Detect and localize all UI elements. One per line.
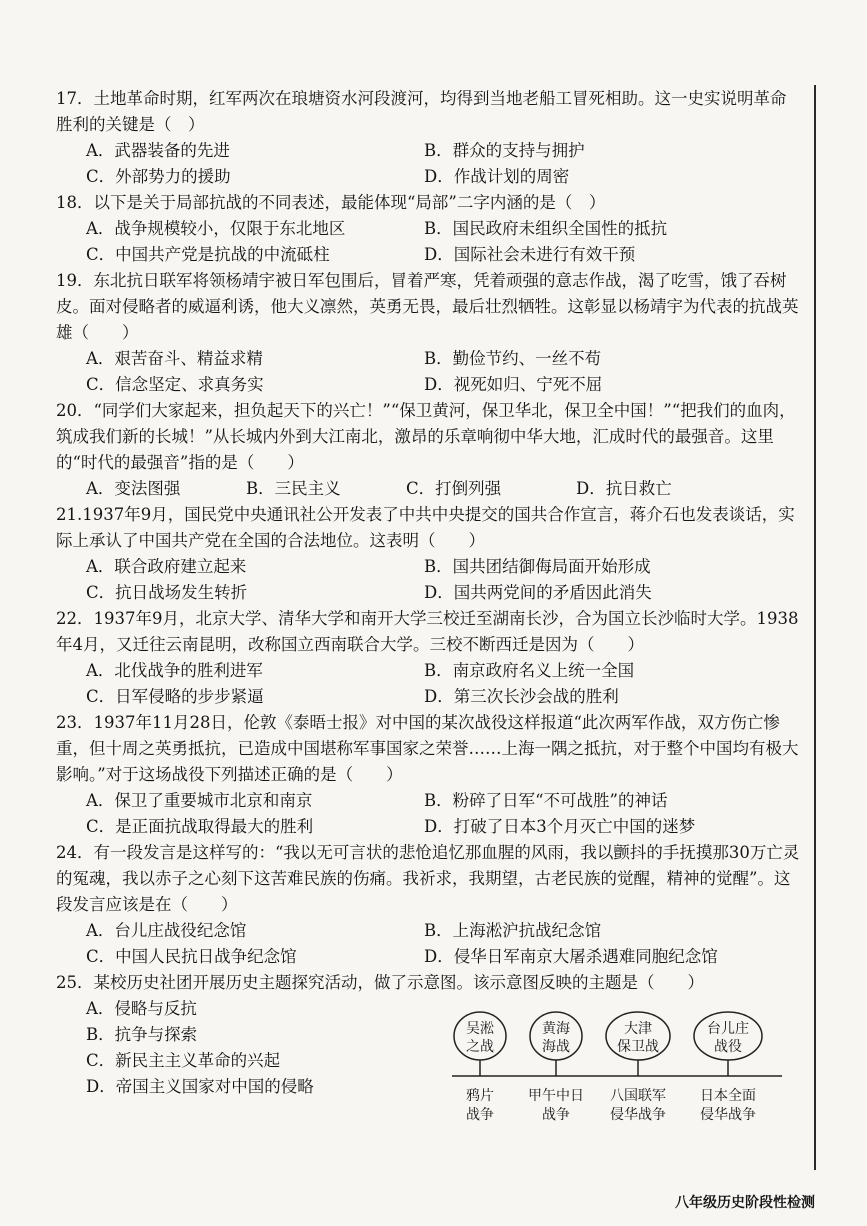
option-b: B．抗争与探索 <box>86 1025 198 1044</box>
battle-label: 台儿庄 <box>707 1021 749 1037</box>
battle-node-3 <box>606 1012 670 1076</box>
option-d: D．抗日救亡 <box>576 479 672 498</box>
option-d: D．第三次长沙会战的胜利 <box>424 687 619 706</box>
page-footer: 八年级历史阶段性检测 <box>675 1195 815 1211</box>
option-c: C．日军侵略的步步紧逼 <box>86 687 264 706</box>
option-c: C．信念坚定、求真务实 <box>86 375 264 394</box>
option-c: C．外部势力的援助 <box>86 167 231 186</box>
option-b: B．三民主义 <box>246 479 341 498</box>
question-24 <box>56 840 802 970</box>
option-list <box>56 996 406 1100</box>
battle-label: 海战 <box>542 1039 570 1055</box>
timeline-diagram <box>452 1002 792 1130</box>
war-label: 战争 <box>466 1107 494 1123</box>
war-label: 日本全面 <box>700 1088 756 1104</box>
war-label: 八国联军 <box>610 1088 666 1104</box>
option-b: B．粉碎了日军“不可战胜”的神话 <box>424 791 668 810</box>
option-b: B．上海淞沪抗战纪念馆 <box>424 921 602 940</box>
battle-label: 吴淞 <box>466 1021 494 1037</box>
option-list <box>56 918 802 970</box>
option-list <box>56 346 802 398</box>
option-a: A．北伐战争的胜利进军 <box>86 661 263 680</box>
question-stem: 19．东北抗日联军将领杨靖宇被日军包围后，冒着严寒，凭着顽强的意志作战，渴了吃雪，饿了吞树皮。面对侵略者的威逼利诱，他大义凛然，英勇无畏，最后壮烈牺牲。这彰显以杨靖宇为代表的抗战英雄（ ） <box>56 271 799 342</box>
question-stem: 17．土地革命时期，红军两次在琅塘资水河段渡河，均得到当地老船工冒死相助。这一史实说明革命胜利的关键是（ ） <box>56 89 787 134</box>
option-a: A．保卫了重要城市北京和南京 <box>86 791 313 810</box>
option-d: D．作战计划的周密 <box>424 167 570 186</box>
option-c: C．打倒列强 <box>406 479 502 498</box>
option-a: A．台儿庄战役纪念馆 <box>86 921 247 940</box>
question-25-body <box>56 996 802 1126</box>
option-a: A．联合政府建立起来 <box>86 557 247 576</box>
option-list <box>56 138 802 190</box>
option-a: A．武器装备的先进 <box>86 141 230 160</box>
war-label: 战争 <box>542 1107 570 1123</box>
option-b: B．国民政府未组织全国性的抵抗 <box>424 219 668 238</box>
option-a: A．变法图强 <box>86 479 181 498</box>
option-b: B．勤俭节约、一丝不苟 <box>424 349 602 368</box>
option-a: A．战争规模较小，仅限于东北地区 <box>86 219 346 238</box>
option-a: A．艰苦奋斗、精益求精 <box>86 349 263 368</box>
question-stem: 22．1937年9月，北京大学、清华大学和南开大学三校迁至湖南长沙，合为国立长沙临时大学。1938年4月，又迁往云南昆明，改称国立西南联合大学。三校不断西迁是因为（ ） <box>56 609 799 654</box>
question-22 <box>56 606 802 710</box>
option-c: C．抗日战场发生转折 <box>86 583 248 602</box>
war-label: 鸦片 <box>466 1088 494 1104</box>
war-label: 侵华战争 <box>610 1107 666 1123</box>
option-list <box>56 554 802 606</box>
option-d: D．国共两党间的矛盾因此消失 <box>424 583 652 602</box>
battle-label: 战役 <box>714 1039 742 1055</box>
option-list <box>56 658 802 710</box>
battle-node-1 <box>454 1012 506 1076</box>
battle-label: 大津 <box>624 1021 652 1037</box>
option-d: D．视死如归、宁死不屈 <box>424 375 603 394</box>
war-label: 甲午中日 <box>528 1088 584 1104</box>
question-stem: 23．1937年11月28日，伦敦《泰晤士报》对中国的某次战役这样报道“此次两军作战，双方伤亡惨重，但十周之英勇抵抗，已造成中国堪称军事国家之荣誉……上海一隅之抵抗，对于整个中国均有极大影响。”对于这场战役下列描述正确的是（ ） <box>56 713 799 784</box>
question-stem: 24．有一段发言是这样写的：“我以无可言状的悲怆追忆那血腥的风雨，我以颤抖的手抚摸那30万亡灵的冤魂，我以赤子之心刻下这苦难民族的伤痛。我祈求，我期望，古老民族的觉醒，精神的觉醒”。这段发言应该是在（ ） <box>56 843 800 914</box>
option-d: D．帝国主义国家对中国的侵略 <box>86 1077 314 1096</box>
option-list <box>56 216 802 268</box>
option-list <box>56 788 802 840</box>
question-19 <box>56 268 802 398</box>
battle-node-2 <box>530 1012 582 1076</box>
question-stem: 20．“同学们大家起来，担负起天下的兴亡！”“保卫黄河，保卫华北，保卫全中国！”“把我们的血肉，筑成我们新的长城！”从长城内外到大江南北，激昂的乐章响彻中华大地，汇成时代的最强音。这里的“时代的最强音”指的是（ ） <box>56 401 796 472</box>
option-d: D．侵华日军南京大屠杀遇难同胞纪念馆 <box>424 947 718 966</box>
battle-label: 之战 <box>466 1039 494 1055</box>
option-b: B．国共团结御侮局面开始形成 <box>424 557 651 576</box>
question-stem: 18．以下是关于局部抗战的不同表述，最能体现“局部”二字内涵的是（ ） <box>56 193 606 212</box>
question-18 <box>56 190 802 268</box>
option-list <box>56 476 802 502</box>
option-c: C．中国人民抗日战争纪念馆 <box>86 947 297 966</box>
option-b: B．南京政府名义上统一全国 <box>424 661 635 680</box>
question-17 <box>56 86 802 190</box>
question-20 <box>56 398 802 502</box>
question-23 <box>56 710 802 840</box>
question-25 <box>56 970 802 1126</box>
battle-node-4 <box>694 1012 762 1076</box>
option-c: C．是正面抗战取得最大的胜利 <box>86 817 314 836</box>
battle-label: 保卫战 <box>617 1039 659 1055</box>
question-stem: 21.1937年9月，国民党中央通讯社公开发表了中共中央提交的国共合作宣言，蒋介石也发表谈话，实际上承认了中国共产党在全国的合法地位。这表明（ ） <box>56 505 795 550</box>
question-21 <box>56 502 802 606</box>
option-c: C．中国共产党是抗战的中流砥柱 <box>86 245 330 264</box>
battle-label: 黄海 <box>542 1021 570 1037</box>
question-stem: 25．某校历史社团开展历史主题探究活动，做了示意图。该示意图反映的主题是（ ） <box>56 973 704 992</box>
option-c: C．新民主主义革命的兴起 <box>86 1051 281 1070</box>
option-b: B．群众的支持与拥护 <box>424 141 585 160</box>
option-d: D．打破了日本3个月灭亡中国的迷梦 <box>424 817 696 836</box>
war-label: 侵华战争 <box>700 1107 756 1123</box>
option-a: A．侵略与反抗 <box>86 999 197 1018</box>
option-d: D．国际社会未进行有效干预 <box>424 245 636 264</box>
question-sheet <box>56 86 802 1126</box>
